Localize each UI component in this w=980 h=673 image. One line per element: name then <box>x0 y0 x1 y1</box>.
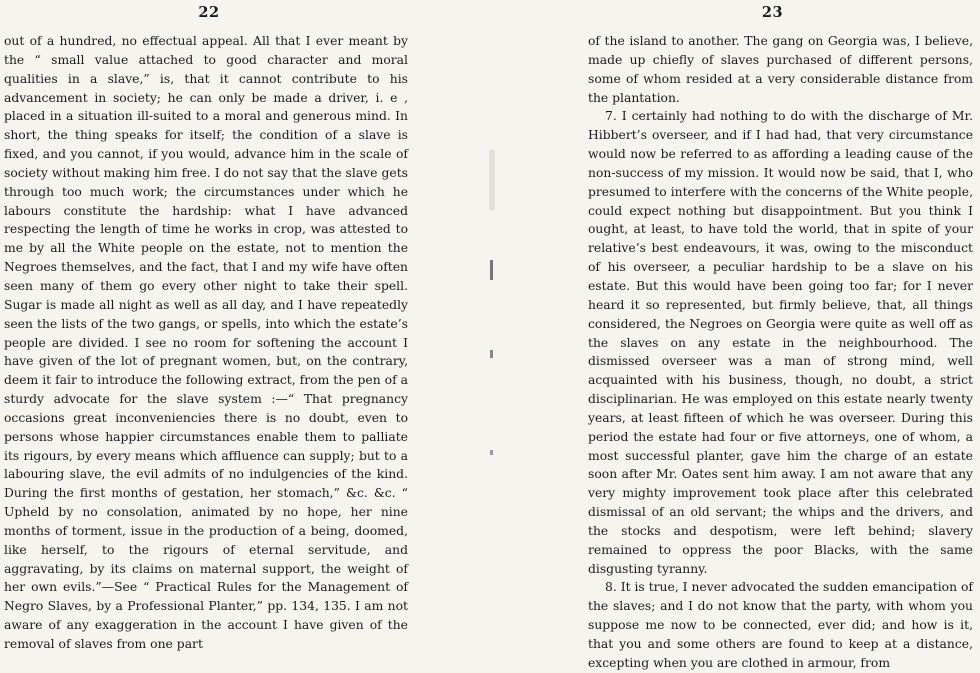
paragraph: out of a hundred, no effectual appeal. All that I ever meant by the “ small value attached to good character and moral qualities in a slave,” is, that it cannot contribute to his advancement in society; he can only be made a driver, i. e , placed in a situation ill-suited to a moral and generous mind. In short, the thing speaks for itself; the condition of a slave is fixed, and you cannot, if you would, advance him in the scale of society without making him free. I do not say that the slave gets through too much work; the circumstances under which he labours constitute the hardship: what I have advanced respecting the length of time he works in crop, was attested to me by all the White people on the estate, not to mention the Negroes themselves, and the fact, that I and my wife have often seen many of them go every other night to take their spell. Sugar is made all night as well as all day, and I have repeatedly seen the lists of the two gangs, or spells, into which the estate’s people are divided. I see no room for softening the account I have given of the lot of pregnant women, but, on the contrary, deem it fair to introduce the following extract, from the pen of a sturdy advocate for the slave system :—“ That pregnancy occasions great inconveniencies there is no doubt, even to persons whose happier circumstances enable them to palliate its rigours, by every means which affluence can supply; but to a labouring slave, the evil admits of no indulgencies of the kind. During the first months of gestation, her stomach,” &c. &c. “ Upheld by no consolation, animated by no hope, her nine months of torment, issue in the production of a being, doomed, like herself, to the rigours of eternal servitude, and aggravating, by its claims on maternal support, the weight of her own evils.”—See “ Practical Rules for the Management of Negro Slaves, by a Professional Planter,” pp. 134, 135. I am not aware of any exaggeration in the account I have given of the removal of slaves from one part <box>4 34 408 651</box>
left-page <box>0 0 418 651</box>
paragraph: 8. It is true, I never advocated the sudden emancipation of the slaves; and I do not know that the party, with whom you suppose me now to be connected, ever did; and how is it, that you and some others are found to keep at a distance, excepting when you are clothed in armour, from <box>588 580 973 670</box>
gutter-binding <box>489 150 495 590</box>
paragraph: 7. I certainly had nothing to do with the discharge of Mr. Hibbert’s overseer, and if I had had, that very circumstance would now be referred to as affording a leading cause of the non-success of my mission. It would now be said, that I, who presumed to interfere with the concerns of the White people, could expect nothing but disappointment. But you think I ought, at least, to have told the world, that in spite of your relative’s best endeavours, it was, owing to the misconduct of his overseer, a peculiar hardship to be a slave on his estate. But this would have been going too far; for I never heard it so represented, but firmly believe, that, all things considered, the Negroes on Georgia were quite as well off as the slaves on any estate in the neighbourhood. The dismissed overseer was a man of strong mind, well acquainted with his business, though, no doubt, a strict disciplinarian. He was employed on this estate nearly twenty years, at least fifteen of which he was overseer. During this period the estate had four or five attorneys, one of whom, a most successful planter, gave him the charge of an estate soon after Mr. Oates sent him away. I am not aware that any very mighty improvement took place after this celebrated dismissal of an old servant; the whips and the drivers, and the stocks and despotism, were left behind; slavery remained to oppress the poor Blacks, with the same disgusting tyranny. <box>588 109 973 576</box>
left-page-body <box>4 32 408 654</box>
page-number-right: 23 <box>761 4 784 21</box>
paragraph: of the island to another. The gang on Georgia was, I believe, made up chiefly of slaves purchased of different persons, some of whom resided at a very considerable distance from the plantation. <box>588 34 973 105</box>
page-number-left: 22 <box>198 4 220 21</box>
right-page <box>585 0 980 670</box>
right-page-body <box>588 32 973 673</box>
